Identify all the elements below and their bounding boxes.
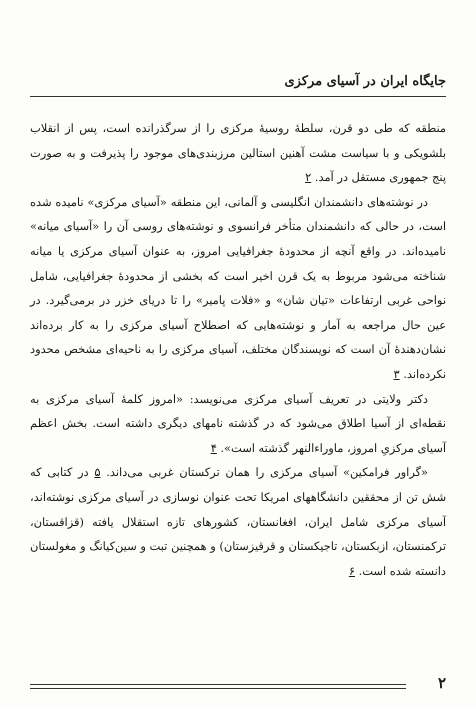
running-header: [30, 74, 446, 96]
paragraph-text: دکتر ولایتی در تعریف آسیای مرکزی می‌نویسد: «امروز کلمهٔ آسیای مرکزی به نقطه‌ای از آسیا اطلاق می‌شود که در گذشته نامهای دیگری داشته است. بخش اعظم آسیای مرکزیِ امروز، ماوراءالنهر گذشته است».: [30, 391, 446, 455]
body-text: [30, 116, 446, 583]
footer-divider: [30, 684, 406, 685]
footnote-marker[interactable]: ۳: [393, 366, 400, 381]
page-number: ۲: [437, 674, 446, 692]
paragraph-2: [30, 190, 446, 387]
paragraph-text: منطقه که طی دو قرن، سلطهٔ روسیهٔ مرکزی را از سرگذرانده است، پس از انقلاب بلشویکی و با سیاست مشت آهنین استالین مرزبندی‌های موجود را پذیرفت و به صورت پنج جمهوری مستقل در آمد.: [30, 121, 446, 185]
header-title: جایگاه ایران در آسیای مرکزی: [284, 74, 446, 89]
footnote-marker[interactable]: ۲: [305, 170, 312, 185]
footnote-marker[interactable]: ۶: [348, 563, 355, 578]
paragraph-3: [30, 387, 446, 461]
paragraph-4: [30, 460, 446, 583]
header-divider: [30, 96, 446, 97]
paragraph-text-continuation: در کتابی که شش تن از محققین دانشگاههای امریکا تحت عنوان نوسازی در آسیای مرکزی نوشته‌اند، آسیای مرکزی شامل ایران، افغانستان، کشورهای تازه استقلال یافته (قزاقستان، ترکمنستان، ازبکستان، تاجیکستان و قرقیزستان) و همچنین تبت و سین‌کیانگ و مغولستان دانسته شده است.: [30, 465, 446, 578]
footer-divider-second: [30, 688, 406, 689]
paragraph-1: [30, 116, 446, 190]
page-footer: [30, 676, 446, 700]
footnote-marker[interactable]: ۵: [94, 465, 101, 480]
footnote-marker[interactable]: ۴: [210, 440, 217, 455]
paragraph-text: در نوشته‌های دانشمندان انگلیسی و آلمانی، این منطقه «آسیای مرکزی» نامیده شده است، در حالی که دانشمندان متأخر فرانسوی و نوشته‌های روسی آن را «آسیای میانه» نامیده‌اند. در واقع آنچه از محدودهٔ جغرافیایی امروز، به عنوان آسیای مرکزی یا میانه شناخته می‌شود مربوط به یک قرن اخیر است که بخشی از محدودهٔ جغرافیایی، شامل نواحی غربی ارتفاعات «تیان شان» و «فلات پامیر» را تا دریای خزر در برمی‌گیرد. در عین حال مراجعه به آمار و نوشته‌هایی که اصطلاح آسیای مرکزی را به کار برده‌اند نشان‌دهندهٔ آن است که نویسندگان مختلف، آسیای مرکزی را به ناحیه‌ای مشخص محدود نکرده‌اند.: [30, 194, 446, 381]
paragraph-text: «گراور فرامکین» آسیای مرکزی را همان ترکستان غربی می‌داند.: [106, 465, 429, 480]
